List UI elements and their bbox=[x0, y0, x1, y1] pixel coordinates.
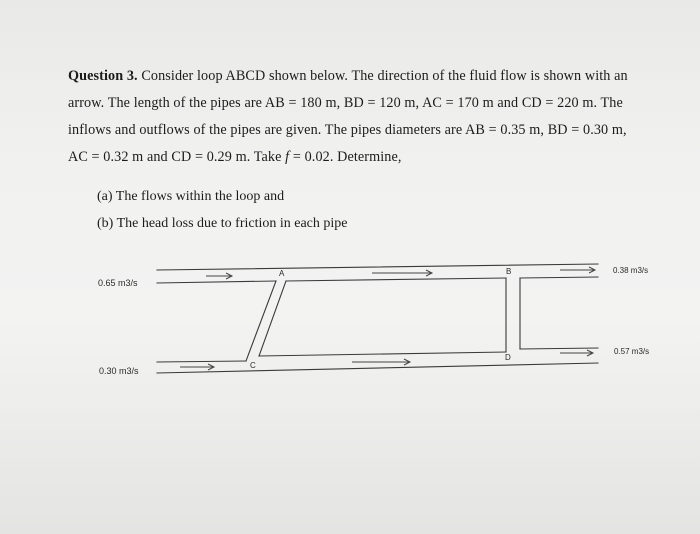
friction-factor-symbol: f bbox=[285, 149, 290, 165]
pipe-bottom-upper-wall-left bbox=[157, 361, 246, 362]
question-text-4b: = 0.02. Determine, bbox=[289, 149, 402, 165]
question-line-2: arrow. The length of the pipes are AB = 180 m, BD = 120 m, AC = 170 m and CD = 220 m. The bbox=[68, 95, 623, 111]
flow-arrow-icon bbox=[560, 350, 593, 356]
outflow-label-bottom: 0.57 m3/s bbox=[614, 347, 650, 356]
pipe-bottom-upper-wall-right bbox=[520, 348, 598, 349]
pipe-ac-right-wall bbox=[259, 281, 286, 356]
question-line-3: inflows and outflows of the pipes are given. The pipes diameters are AB = 0.35 m, BD = 0.30 m, bbox=[68, 122, 627, 138]
part-b: (b) The head loss due to friction in each pipe bbox=[97, 216, 348, 231]
pipe-bottom-upper-wall-mid bbox=[259, 352, 506, 356]
node-label-a: A bbox=[279, 269, 285, 278]
outflow-label-top: 0.38 m3/s bbox=[613, 266, 649, 275]
pipe-top-lower-wall-left bbox=[157, 281, 276, 283]
inflow-label-top: 0.65 m3/s bbox=[98, 278, 138, 288]
flow-arrow-icon bbox=[560, 267, 595, 273]
inflow-label-bottom: 0.30 m3/s bbox=[99, 366, 139, 376]
pipe-top-lower-wall-right bbox=[520, 277, 598, 278]
pipe-top-lower-wall-mid bbox=[286, 278, 506, 281]
node-label-b: B bbox=[506, 267, 512, 276]
pipe-top-upper-wall bbox=[157, 264, 598, 270]
question-text-1: Consider loop ABCD shown below. The direction of the fluid flow is shown with an bbox=[137, 68, 628, 84]
node-label-d: D bbox=[505, 353, 511, 362]
node-label-c: C bbox=[250, 361, 256, 370]
question-text-4a: AC = 0.32 m and CD = 0.29 m. Take bbox=[68, 149, 286, 165]
flow-arrow-icon bbox=[372, 270, 432, 276]
flow-arrow-icon bbox=[180, 364, 214, 370]
flow-arrow-icon bbox=[206, 273, 232, 279]
pipe-bottom-lower-wall bbox=[157, 363, 598, 373]
flow-arrow-icon bbox=[352, 359, 410, 365]
question-number: Question 3. bbox=[68, 68, 138, 84]
part-a: (a) The flows within the loop and bbox=[97, 189, 285, 204]
